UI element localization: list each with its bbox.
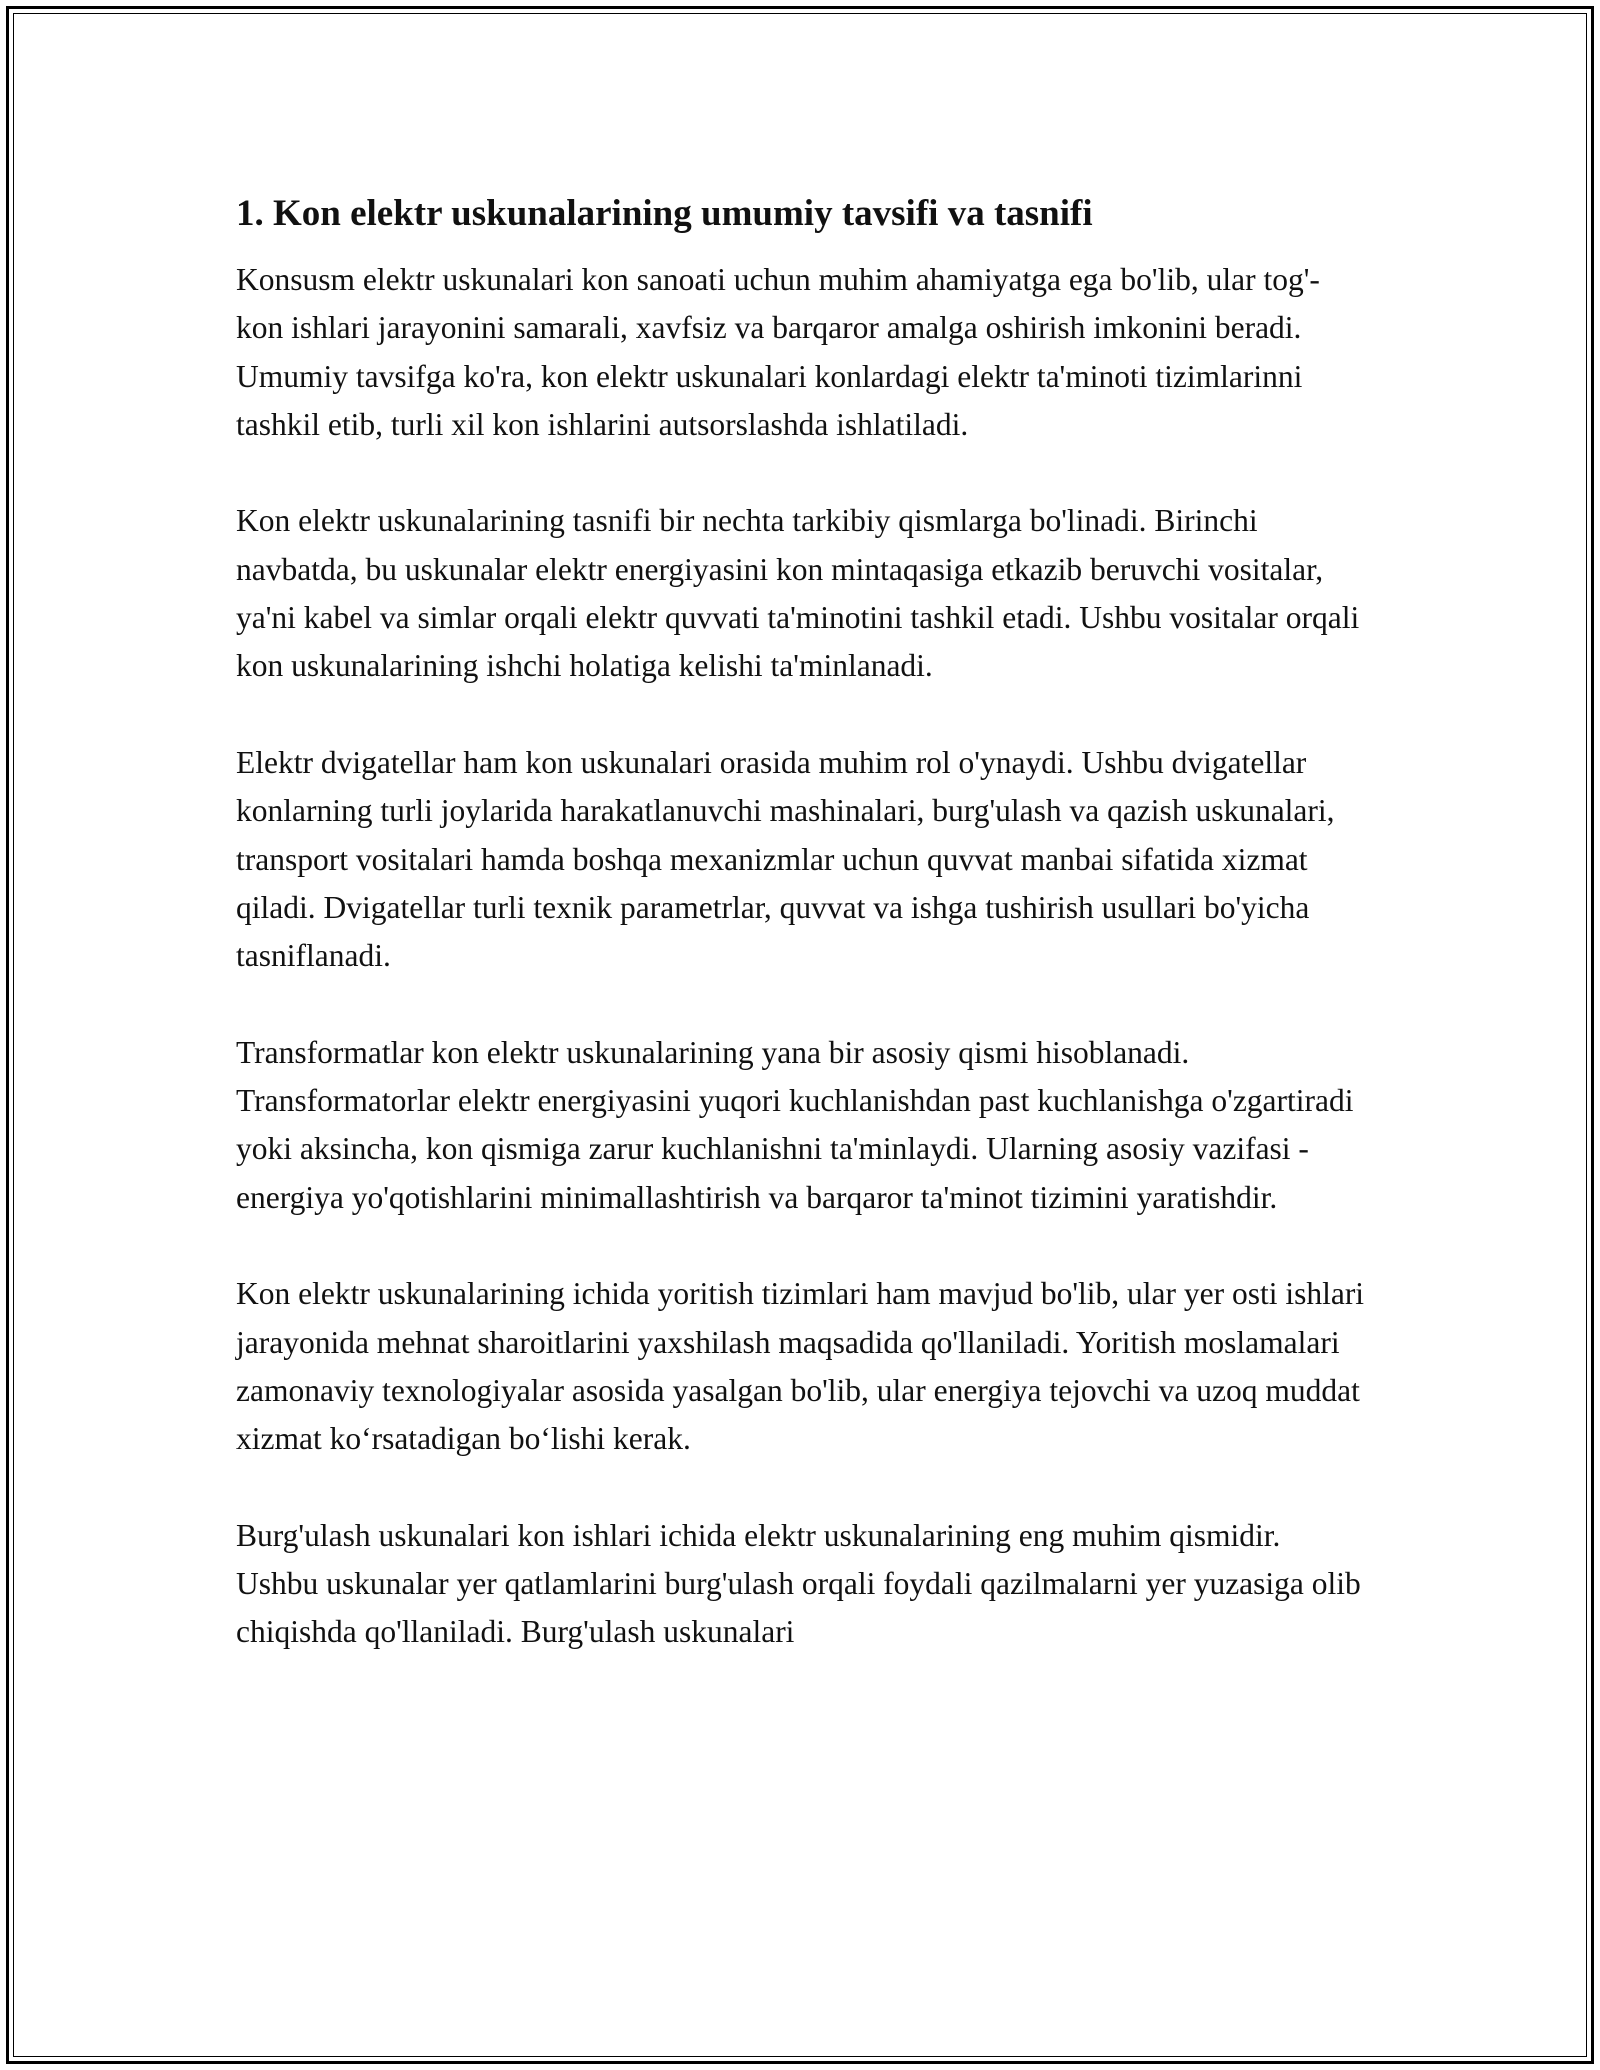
paragraph-2: Kon elektr uskunalarining tasnifi bir nechta tarkibiy qismlarga bo'linadi. Birinchi navbatda, bu uskunalar elektr energiyasini kon mintaqasiga etkazib beruvchi vositalar, ya'ni kabel va simlar orqali elektr quvvati ta'minotini tashkil etadi. Ushbu vositalar orqali kon uskunalarining ishchi holatiga kelishi ta'minlanadi. — [236, 503, 1360, 684]
paragraph-1: Konsusm elektr uskunalari kon sanoati uchun muhim ahamiyatga ega bo'lib, ular tog'-kon ishlari jarayonini samarali, xavfsiz va barqaror amalga oshirish imkonini beradi. Umumiy tavsifga ko'ra, kon elektr uskunalari konlardagi elektr ta'minoti tizimlarinni tashkil etib, turli xil kon ishlarini autsorslashda ishlatiladi. — [236, 262, 1320, 442]
paragraph-3: Elektr dvigatellar ham kon uskunalari orasida muhim rol o'ynaydi. Ushbu dvigatellar konlarning turli joylarida harakatlanuvchi mashinalari, burg'ulash va qazish uskunalari, transport vositalari hamda boshqa mexanizmlar uchun quvvat manbai sifatida xizmat qiladi. Dvigatellar turli texnik parametrlar, quvvat va ishga tushirish usullari bo'yicha tasniflanadi. — [236, 744, 1335, 974]
section-heading: 1. Kon elektr uskunalarining umumiy tavsifi va tasnifi — [236, 193, 1093, 234]
document-body — [236, 190, 1366, 1705]
paragraph-6: Burg'ulash uskunalari kon ishlari ichida elektr uskunalarining eng muhim qismidir. Ushbu uskunalar yer qatlamlarini burg'ulash orqali foydali qazilmalarni yer yuzasiga olib chiqishda qo'llaniladi. Burg'ulash uskunalari — [236, 1517, 1361, 1650]
paragraph-4: Transformatlar kon elektr uskunalarining yana bir asosiy qismi hisoblanadi. Transformatorlar elektr energiyasini yuqori kuchlanishdan past kuchlanishga o'zgartiradi yoki aksincha, kon qismiga zarur kuchlanishni ta'minlaydi. Ularning asosiy vazifasi - energiya yo'qotishlarini minimallashtirish va barqaror ta'minot tizimini yaratishdir. — [236, 1034, 1354, 1215]
paragraph-5: Kon elektr uskunalarining ichida yoritish tizimlari ham mavjud bo'lib, ular yer osti ishlari jarayonida mehnat sharoitlarini yaxshilash maqsadida qo'llaniladi. Yoritish moslamalari zamonaviy texnologiyalar asosida yasalgan bo'lib, ular energiya tejovchi va uzoq muddat xizmat ko‘rsatadigan bo‘lishi kerak. — [236, 1276, 1365, 1457]
